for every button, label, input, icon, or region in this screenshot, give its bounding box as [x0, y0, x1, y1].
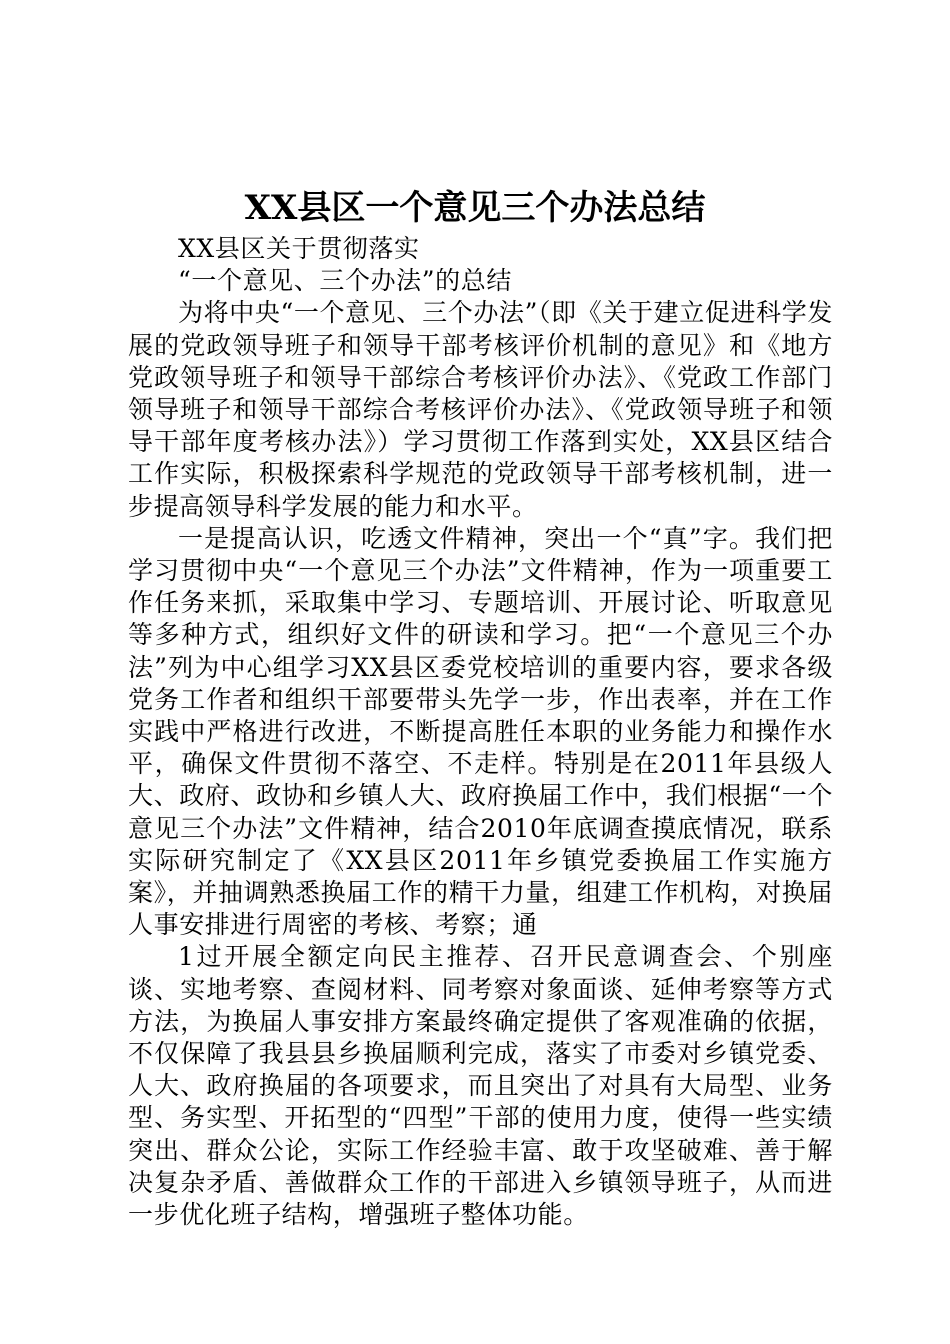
document-title: XX县区一个意见三个办法总结	[244, 188, 706, 228]
paragraph-point-one: 一是提高认识，吃透文件精神，突出一个“真”字。我们把学习贯彻中央“一个意见三个办法”文件精神，作为一项重要工作任务来抓，采取集中学习、专题培训、开展讨论、听取意见等多种方式，组织好文件的研读和学习。把“一个意见三个办法”列为中心组学习XX县区委党校培训的重要内容，要求各级党务工作者和组织干部要带头先学一步，作出表率，并在工作实践中严格进行改进，不断提高胜任本职的业务能力和操作水平，确保文件贯彻不落空、不走样。特别是在2011年县级人大、政府、政协和乡镇人大、政府换届工作中，我们根据“一个意见三个办法”文件精神，结合2010年底调查摸底情况，联系实际研究制定了《XX县区2011年乡镇党委换届工作实施方案》，并抽调熟悉换届工作的精干力量，组建工作机构，对换届人事安排进行周密的考核、考察；通	[128, 523, 833, 940]
paragraph-intro: 为将中央“一个意见、三个办法”（即《关于建立促进科学发展的党政领导班子和领导干部考核评价机制的意见》和《地方党政领导班子和领导干部综合考核评价办法》、《党政工作部门领导班子和领导干部综合考核评价办法》、《党政领导班子和领导干部年度考核办法》）学习贯彻工作落到实处，XX县区结合工作实际，积极探索科学规范的党政领导干部考核机制，进一步提高领导科学发展的能力和水平。	[128, 298, 833, 521]
subtitle-line-2: “一个意见、三个办法”的总结	[178, 266, 512, 296]
document-body	[128, 233, 833, 1231]
paragraph-continuation: 1过开展全额定向民主推荐、召开民意调查会、个别座谈、实地考察、查阅材料、同考察对象面谈、延伸考察等方式方法，为换届人事安排方案最终确定提供了客观准确的依据，不仅保障了我县县乡换届顺利完成，落实了市委对乡镇党委、人大、政府换届的各项要求，而且突出了对具有大局型、业务型、务实型、开拓型的“四型”干部的使用力度，使得一些实绩突出、群众公论，实际工作经验丰富、敢于攻坚破难、善于解决复杂矛盾、善做群众工作的干部进入乡镇领导班子，从而进一步优化班子结构，增强班子整体功能。	[128, 942, 833, 1230]
subtitle-line-1: XX县区关于贯彻落实	[178, 234, 420, 263]
